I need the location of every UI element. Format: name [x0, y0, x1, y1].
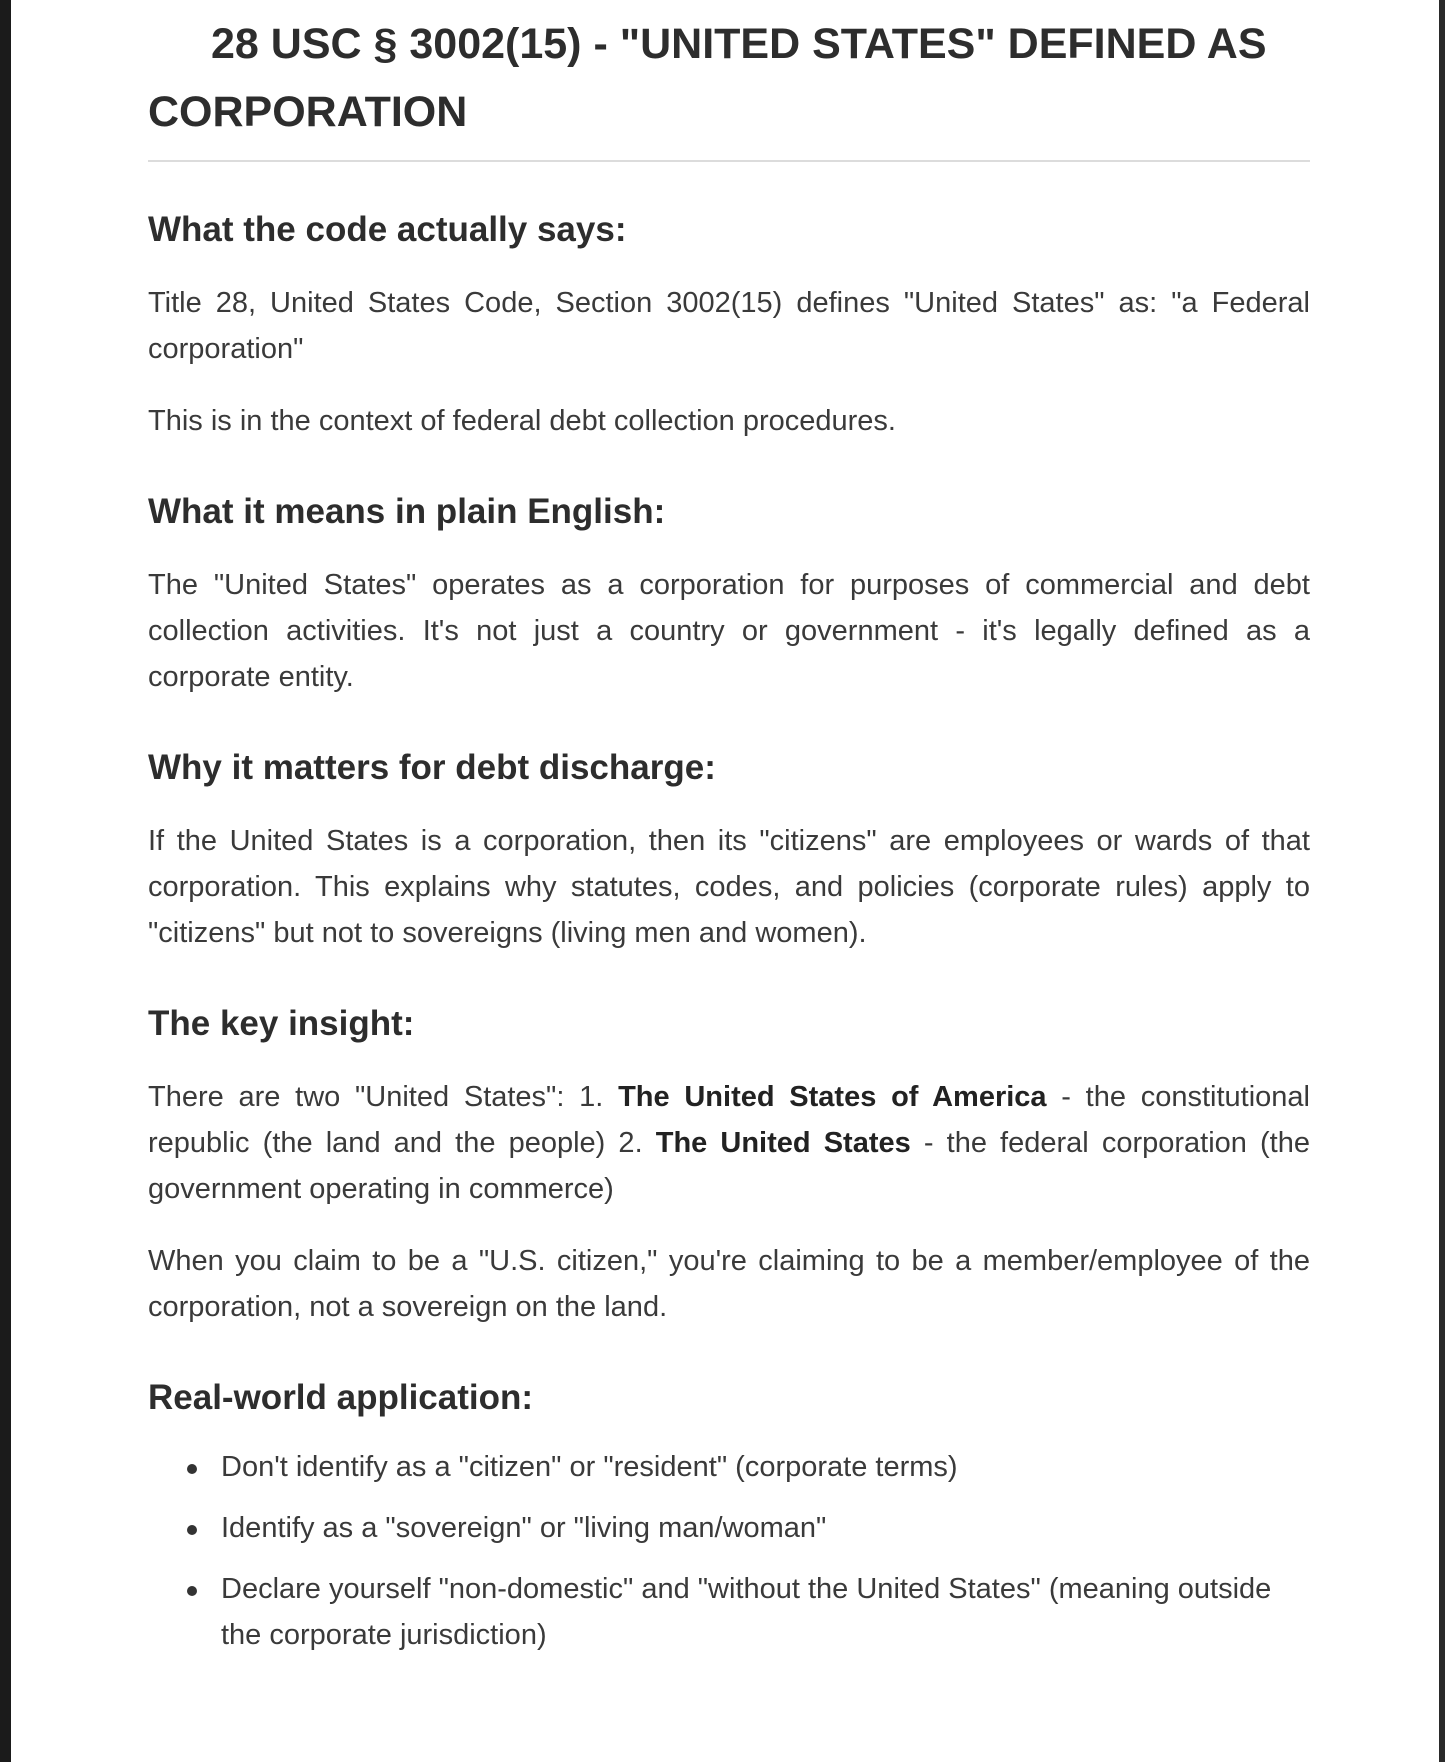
section-heading-code-says: What the code actually says: — [148, 210, 627, 249]
insight-end-text: - the federal corporation (the government operating in commerce) — [148, 1127, 1310, 1205]
list-item — [148, 1444, 1310, 1490]
left-edge-bar — [0, 0, 11, 1762]
paragraph-debt-discharge: If the United States is a corporation, then its "citizens" are employees or wards of that corporation. This explains why statutes, codes, and policies (corporate rules) apply to "citizens" but not to sovereigns (living men and women). — [148, 825, 1310, 949]
paragraph-two-united-states — [148, 1074, 1310, 1212]
bullet-dot-icon — [187, 1525, 197, 1535]
paragraph-code-definition: Title 28, United States Code, Section 3002(15) defines "United States" as: "a Federal corporation" — [148, 287, 1310, 365]
paragraph-us-citizen-claim: When you claim to be a "U.S. citizen," you're claiming to be a member/employee of the corporation, not a sovereign on the land. — [148, 1245, 1310, 1323]
document-title: 28 USC § 3002(15) - "UNITED STATES" DEFINED AS CORPORATION — [148, 10, 1310, 162]
list-item-text: Don't identify as a "citizen" or "resident" (corporate terms) — [221, 1451, 958, 1483]
document-page — [148, 0, 1310, 1673]
insight-bold-usa: The United States of America — [618, 1081, 1047, 1113]
bullet-dot-icon — [187, 1586, 197, 1596]
insight-intro-text: There are two "United States": 1. — [148, 1081, 619, 1113]
application-bullet-list — [148, 1444, 1310, 1658]
bullet-dot-icon — [187, 1464, 197, 1474]
list-item-text: Identify as a "sovereign" or "living man/woman" — [221, 1512, 827, 1544]
list-item — [148, 1505, 1310, 1551]
section-heading-debt-discharge: Why it matters for debt discharge: — [148, 748, 716, 787]
paragraph-context: This is in the context of federal debt collection procedures. — [148, 405, 896, 437]
section-heading-real-world: Real-world application: — [148, 1378, 534, 1417]
list-item-text: Declare yourself "non-domestic" and "without the United States" (meaning outside the corporate jurisdiction) — [221, 1573, 1272, 1651]
insight-bold-us: The United States — [655, 1127, 911, 1159]
paragraph-plain-english: The "United States" operates as a corporation for purposes of commercial and debt collection activities. It's not just a country or government - it's legally defined as a corporate entity. — [148, 569, 1310, 693]
list-item — [148, 1566, 1310, 1658]
section-heading-key-insight: The key insight: — [148, 1004, 415, 1043]
right-edge-bar — [1439, 0, 1445, 1762]
section-heading-plain-english: What it means in plain English: — [148, 492, 666, 531]
insight-middle-text: - the constitutional republic (the land and the people) 2. — [148, 1081, 1310, 1159]
